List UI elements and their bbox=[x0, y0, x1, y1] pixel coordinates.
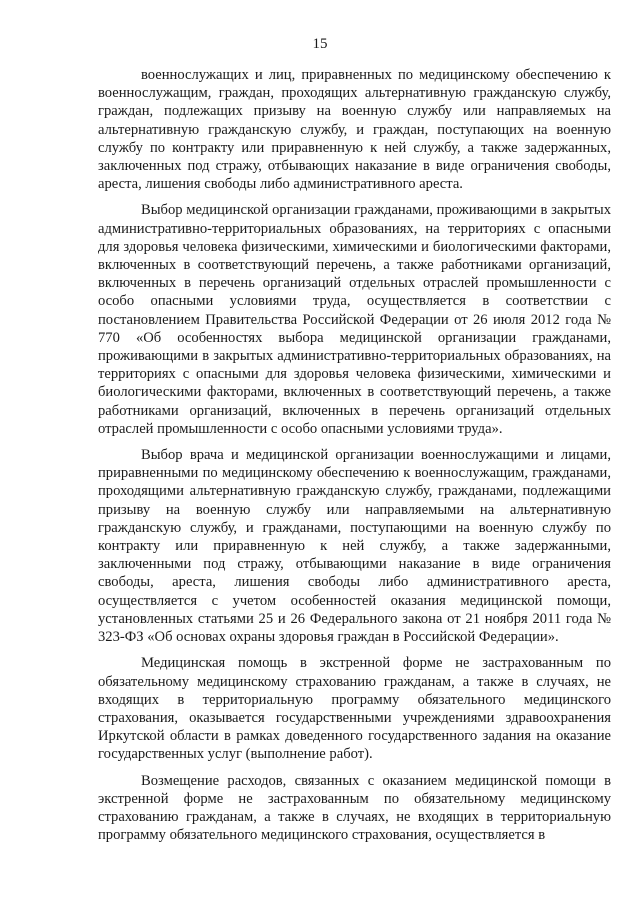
paragraph-military-persons: военнослужащих и лиц, приравненных по медицинскому обеспечению к военнослужащим, граждан, проходящих альтернативную гражданскую службу, граждан, подлежащих призыву на военную службу или направляемых на альтернативную гражданскую службу, и граждан, поступающих на военную службу по контракту или приравненную к ней службу, а также задержанных, заключенных под стражу, отбывающих наказание в виде ограничения свободы, ареста, лишения свободы либо административного ареста. bbox=[98, 67, 611, 193]
page-number: 15 bbox=[312, 36, 328, 52]
paragraph-expense-reimbursement: Возмещение расходов, связанных с оказанием медицинской помощи в экстренной форме не застрахованным по обязательному медицинскому страхованию гражданам, а также в случаях, не входящих в территориальную программу обязательного медицинского страхования, осуществляется в bbox=[98, 772, 611, 844]
paragraph-emergency-care: Медицинская помощь в экстренной форме не застрахованным по обязательному медицинскому страхованию гражданам, а также в случаях, не входящих в территориальную программу обязательного медицинского страхования, оказывается государственными учреждениями здравоохранения Иркутской области в рамках доведенного государственного задания на оказание государственных услуг (выполнение работ). bbox=[98, 655, 611, 763]
document-body bbox=[98, 66, 611, 844]
paragraph-closed-territories: Выбор медицинской организации гражданами, проживающими в закрытых административно-территориальных образованиях, на территориях с опасными для здоровья человека физическими, химическими и биологическими факторами, включенных в соответствующий перечень, а также работниками организаций, включенных в перечень организаций отдельных отраслей промышленности с особо опасными условиями труда, осуществляется в соответствии с постановлением Правительства Российской Федерации от 26 июля 2012 года № 770 «Об особенностях выбора медицинской организации гражданами, проживающими в закрытых административно-территориальных образованиях, на территориях с опасными для здоровья человека физическими, химическими и биологическими факторами, включенных в соответствующий перечень, а также работниками организаций, включенных в перечень организаций отдельных отраслей промышленности с особо опасными условиями труда». bbox=[98, 202, 611, 437]
paragraph-doctor-choice: Выбор врача и медицинской организации военнослужащими и лицами, приравненными по медицинскому обеспечению к военнослужащим, гражданами, проходящими альтернативную гражданскую службу, гражданами, подлежащими призыву на военную службу или направляемыми на альтернативную гражданскую службу, и гражданами, поступающими на военную службу по контракту или приравненную к ней службу, а также задержанными, заключенными под стражу, отбывающими наказание в виде ограничения свободы, ареста, лишения свободы либо административного ареста, осуществляется с учетом особенностей оказания медицинской помощи, установленных статьями 25 и 26 Федерального закона от 21 ноября 2011 года № 323-ФЗ «Об основах охраны здоровья граждан в Российской Федерации». bbox=[98, 447, 611, 646]
